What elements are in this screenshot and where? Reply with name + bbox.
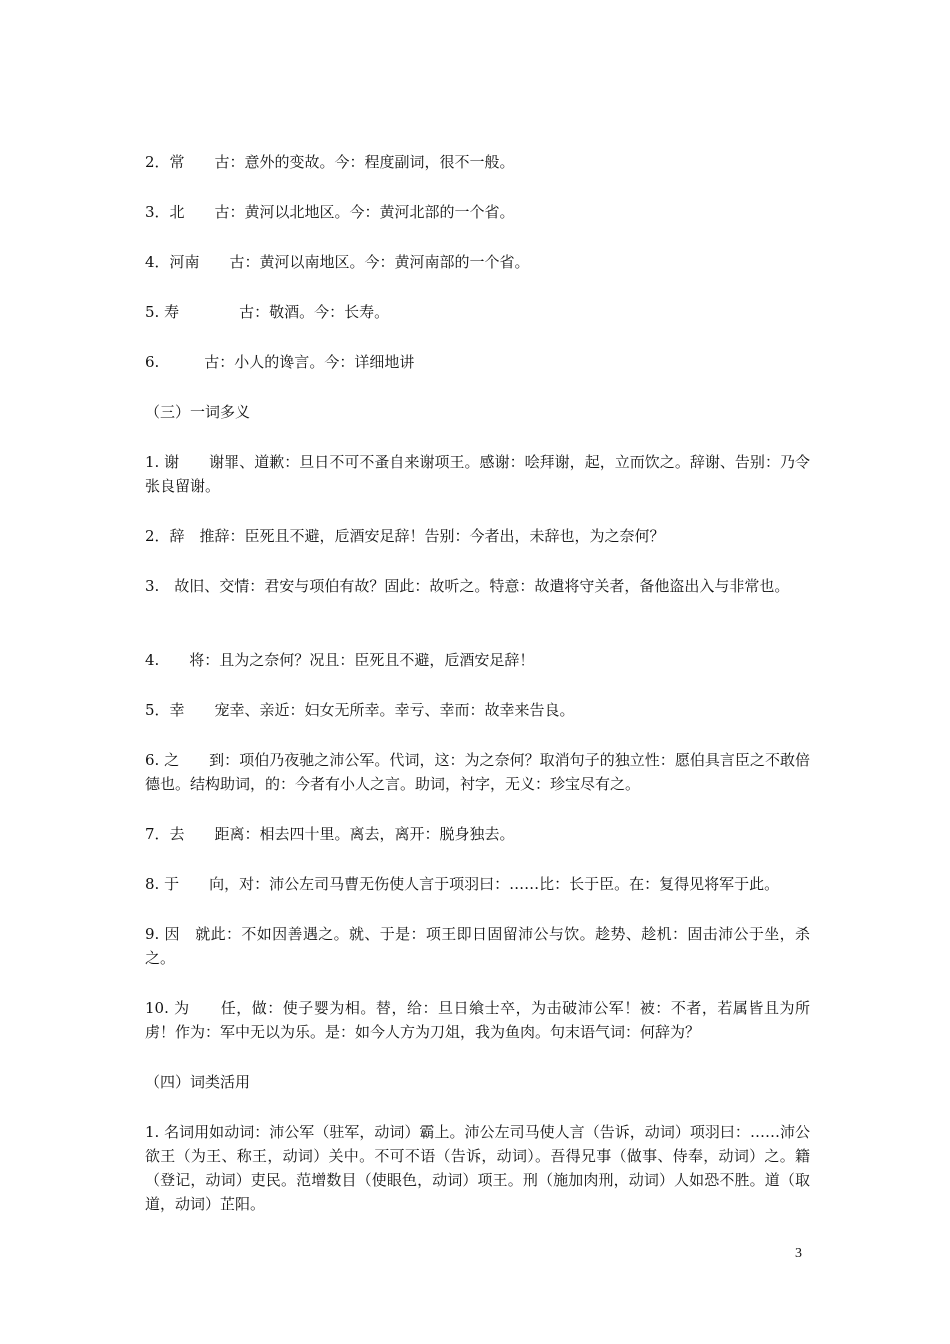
paragraph-polysemy-9-yin: 9. 因 就此：不如因善遇之。就、于是：项王即日固留沛公与饮。趁势、趁机：固击沛公于坐，杀之。 [145, 925, 810, 967]
paragraph-item-5-shou: 5. 寿 古：敬酒。今：长寿。 [145, 303, 390, 321]
page-number: 3 [795, 1246, 802, 1261]
document-page [145, 0, 810, 1344]
paragraph-polysemy-3-gu: 3. 故旧、交情：君安与项伯有故？固此：故听之。特意：故遣将守关者，备他盗出入与非常也。 [145, 577, 790, 595]
paragraph-item-6: 6. 古：小人的谗言。今：详细地讲 [145, 353, 415, 371]
paragraph-polysemy-5-xing: 5．幸 宠幸、亲近：妇女无所幸。幸亏、幸而：故幸来告良。 [145, 701, 575, 719]
paragraph-polysemy-1-xie: 1. 谢 谢罪、道歉：旦日不可不蚤自来谢项王。感谢：哙拜谢，起，立而饮之。辞谢、告别：乃令张良留谢。 [145, 453, 810, 495]
section-heading-word-class: （四）词类活用 [145, 1073, 251, 1091]
paragraph-word-class-1: 1. 名词用如动词：沛公军（驻军，动词）霸上。沛公左司马使人言（告诉，动词）项羽曰：……沛公欲王（为王、称王，动词）关中。不可不语（告诉，动词）。吾得兄事（做事、侍奉，动词）之。籍（登记，动词）吏民。范增数目（使眼色，动词）项王。刑（施加肉刑，动词）人如恐不胜。道（取道，动词）芷阳。 [145, 1123, 810, 1213]
paragraph-polysemy-6-zhi: 6. 之 到：项伯乃夜驰之沛公军。代词，这：为之奈何？取消句子的独立性：愿伯具言臣之不敢倍德也。结构助词，的：今者有小人之言。助词，衬字，无义：珍宝尽有之。 [145, 751, 810, 793]
paragraph-polysemy-10-wei: 10. 为 任，做：使子婴为相。替，给：旦日飨士卒，为击破沛公军！被：不者，若属皆且为所虏！作为：军中无以为乐。是：如今人方为刀俎，我为鱼肉。句末语气词：何辞为？ [145, 999, 810, 1041]
paragraph-item-3-bei: 3．北 古：黄河以北地区。今：黄河北部的一个省。 [145, 203, 515, 221]
paragraph-polysemy-7-qu: 7．去 距离：相去四十里。离去，离开：脱身独去。 [145, 825, 515, 843]
paragraph-polysemy-4-qie: 4. 将：且为之奈何？况且：臣死且不避，卮酒安足辞！ [145, 651, 535, 669]
paragraph-item-2-chang: 2．常 古：意外的变故。今：程度副词，很不一般。 [145, 153, 515, 171]
section-heading-polysemy: （三）一词多义 [145, 403, 251, 421]
paragraph-polysemy-8-yu: 8. 于 向，对：沛公左司马曹无伤使人言于项羽曰：……比：长于臣。在：复得见将军于此。 [145, 875, 780, 893]
paragraph-polysemy-2-ci: 2．辞 推辞：臣死且不避，卮酒安足辞！告别：今者出，未辞也，为之奈何？ [145, 527, 665, 545]
paragraph-item-4-henan: 4．河南 古：黄河以南地区。今：黄河南部的一个省。 [145, 253, 530, 271]
